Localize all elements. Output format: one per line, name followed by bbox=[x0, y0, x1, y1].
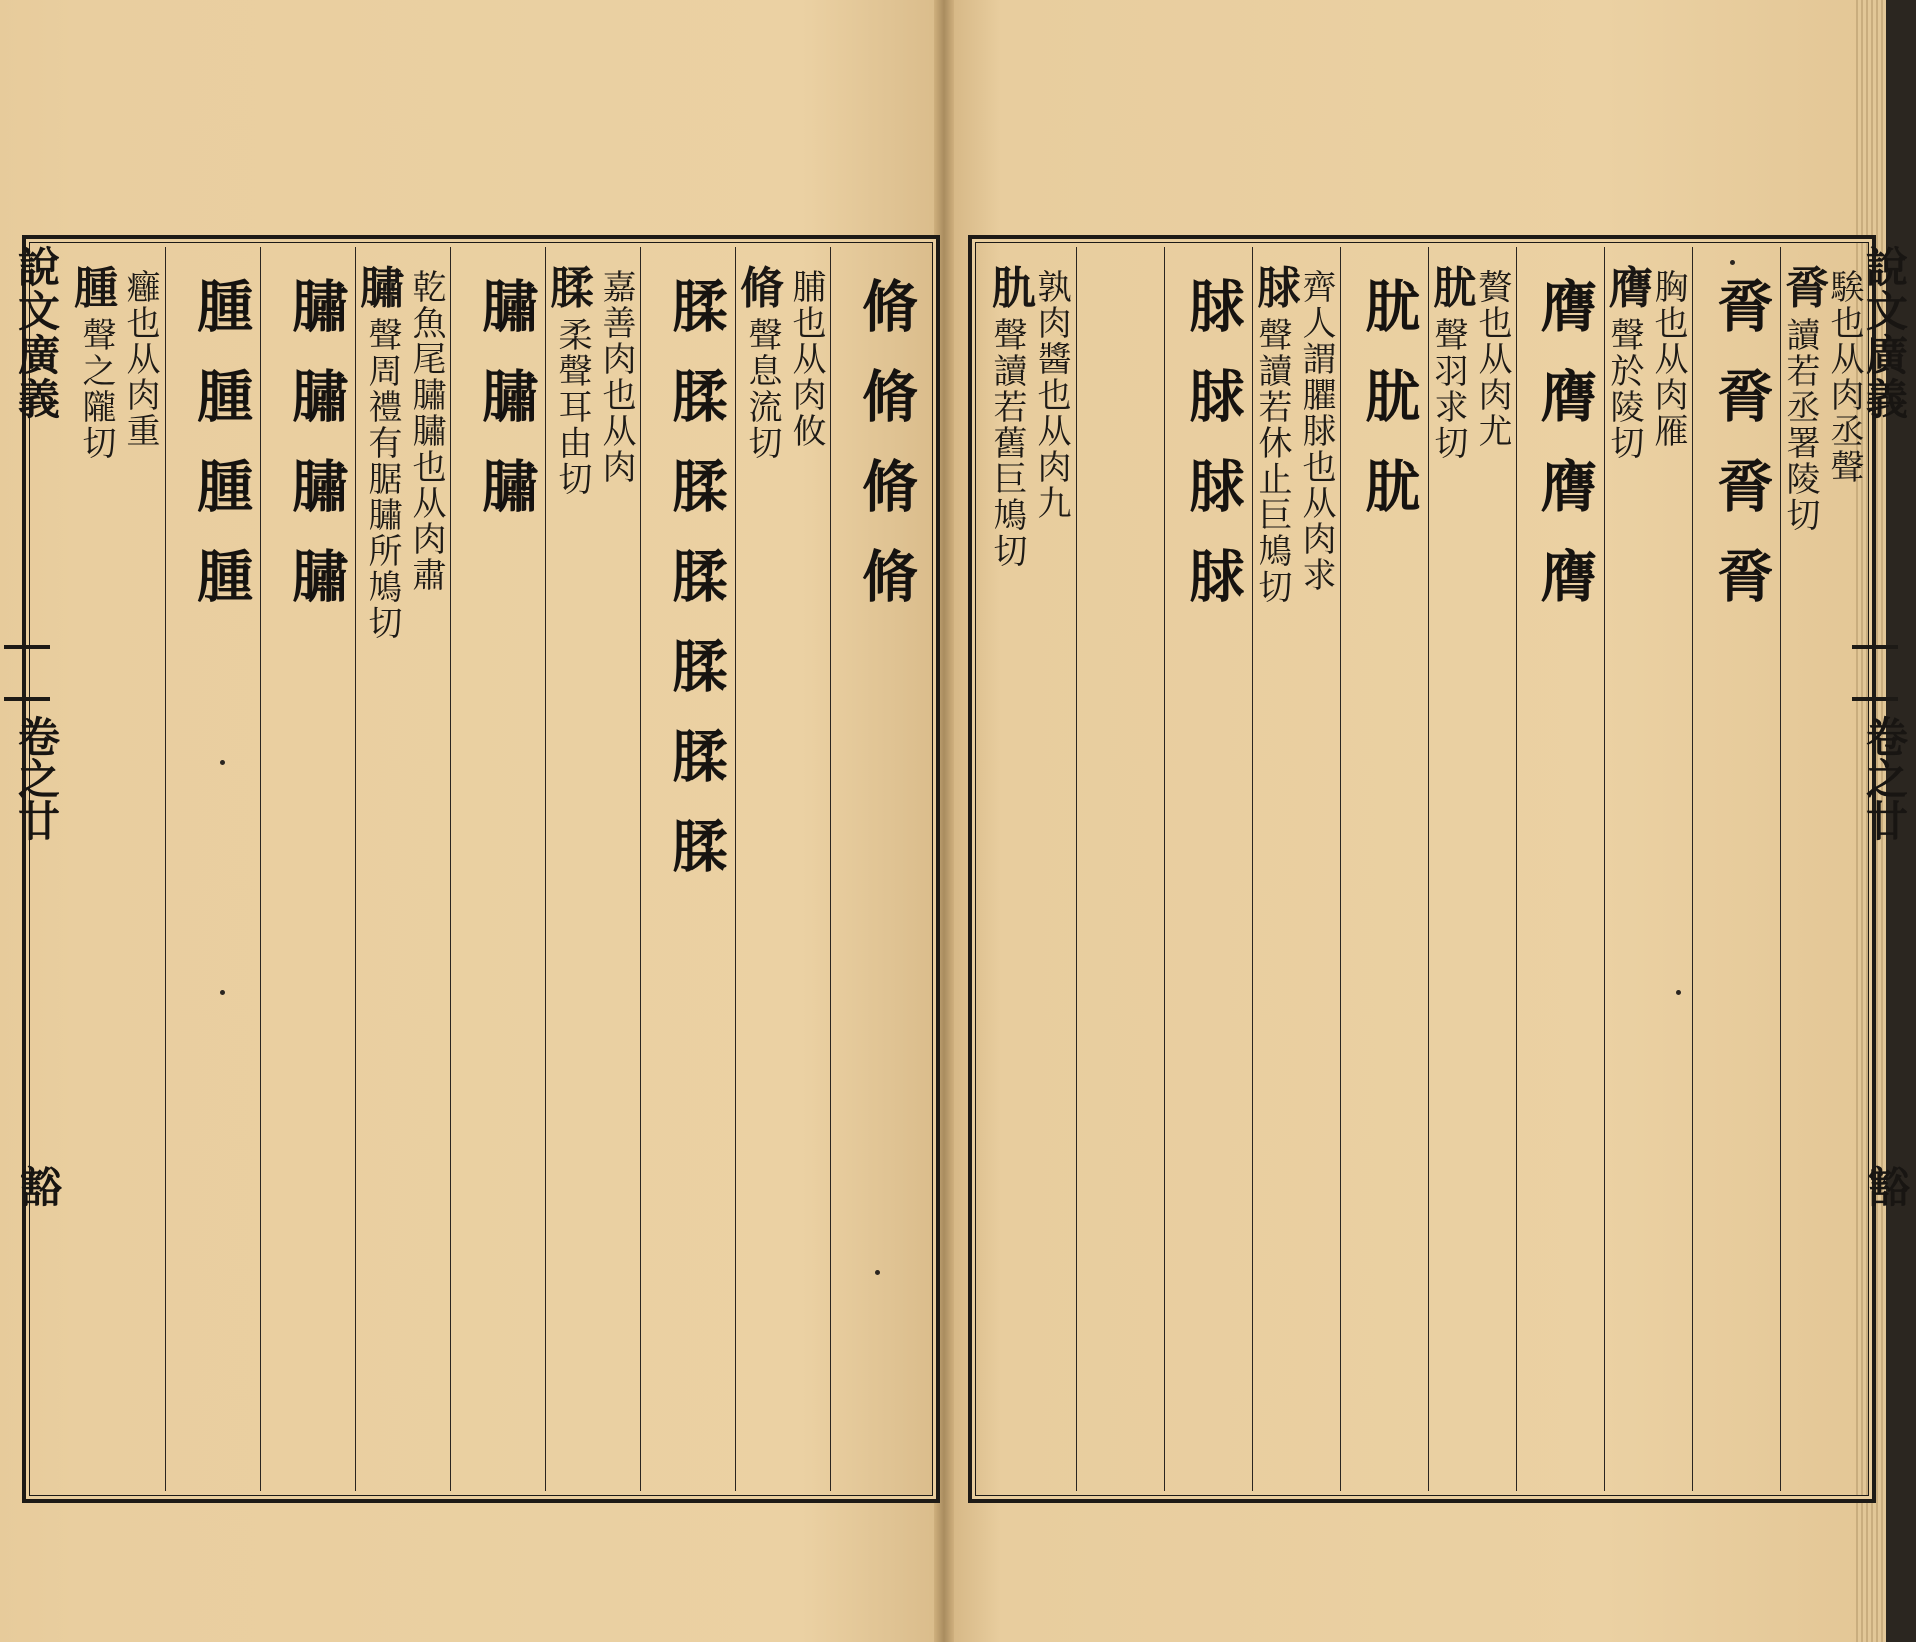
text-column bbox=[830, 247, 926, 1491]
text-column bbox=[1604, 247, 1693, 1491]
seal-script-glyphs: 腬腬腬腬腬腬腬 bbox=[663, 277, 729, 907]
entry-headword: 腫 bbox=[74, 263, 118, 314]
entry-headword: 䐹 bbox=[360, 263, 404, 314]
page-label: 豁 bbox=[1862, 1165, 1911, 1207]
entry-gloss-line: 贅也从肉尤 bbox=[1472, 269, 1512, 449]
entry-gloss-line: 聲於陵切 bbox=[1604, 317, 1644, 461]
entry-gloss-line: 孰肉醬也从肉九 bbox=[1031, 269, 1071, 521]
seal-script-glyphs: 脩脩脩脩 bbox=[853, 277, 919, 637]
entry-headword: 脩 bbox=[740, 263, 784, 314]
text-column bbox=[640, 247, 736, 1491]
entry-gloss-line: 聲讀若舊巨鳩切 bbox=[987, 317, 1027, 569]
text-column bbox=[260, 247, 356, 1491]
entry-gloss-line: 嘉善肉也从肉 bbox=[596, 269, 636, 485]
fish-tail-mark bbox=[1852, 645, 1898, 701]
entry-gloss-line: 聲周禮有腒䐹所鳩切 bbox=[362, 317, 402, 641]
text-column bbox=[545, 247, 641, 1491]
entry-gloss-line: 乾魚尾䐹䐹也从肉肅 bbox=[406, 269, 446, 593]
text-column bbox=[1076, 247, 1165, 1491]
print-dot bbox=[220, 990, 225, 995]
volume-label: 卷之廿 bbox=[12, 715, 61, 841]
entry-headword: 肍 bbox=[992, 263, 1036, 314]
entry-headword: 脙 bbox=[1257, 263, 1301, 314]
left-page-band bbox=[0, 235, 63, 1503]
text-column bbox=[1164, 247, 1253, 1491]
entry-headword: 膺 bbox=[1609, 263, 1653, 314]
print-dot bbox=[875, 1270, 880, 1275]
print-dot bbox=[220, 760, 225, 765]
print-dot bbox=[1676, 990, 1681, 995]
entry-gloss-line: 騃也从肉丞聲 bbox=[1824, 269, 1864, 485]
text-column bbox=[1516, 247, 1605, 1491]
volume-label: 卷之廿 bbox=[1860, 715, 1909, 841]
entry-gloss-line: 聲息流切 bbox=[742, 317, 782, 461]
entry-gloss-line: 胸也从肉雁 bbox=[1648, 269, 1688, 449]
text-column bbox=[450, 247, 546, 1491]
entry-gloss-line: 聲讀若休止巨鳩切 bbox=[1252, 317, 1292, 605]
seal-script-glyphs: 膺膺膺膺 bbox=[1532, 277, 1598, 637]
text-column bbox=[1428, 247, 1517, 1491]
text-column bbox=[735, 247, 831, 1491]
entry-headword: 脀 bbox=[1785, 263, 1829, 314]
text-column bbox=[1252, 247, 1341, 1491]
seal-script-glyphs: 脙脙脙脙 bbox=[1180, 277, 1246, 637]
entry-gloss-line: 脯也从肉攸 bbox=[786, 269, 826, 449]
seal-script-glyphs: 腫腫腫腫 bbox=[188, 277, 254, 637]
text-column bbox=[1692, 247, 1781, 1491]
seal-script-glyphs: 䐹䐹䐹䐹 bbox=[283, 277, 349, 637]
fish-tail-mark bbox=[4, 645, 50, 701]
text-column bbox=[1340, 247, 1429, 1491]
entry-gloss-line: 癰也从肉重 bbox=[120, 269, 160, 449]
text-column bbox=[165, 247, 261, 1491]
text-column bbox=[988, 247, 1076, 1491]
right-page-band bbox=[1848, 235, 1911, 1503]
left-text-frame bbox=[22, 235, 940, 1503]
text-column bbox=[355, 247, 451, 1491]
seal-script-glyphs: 肬肬肬 bbox=[1356, 277, 1422, 547]
entry-headword: 肬 bbox=[1433, 263, 1477, 314]
entry-gloss-line: 齊人謂臞脙也从肉求 bbox=[1296, 269, 1336, 593]
book-title: 說文廣義 bbox=[1860, 245, 1909, 421]
entry-headword: 腬 bbox=[550, 263, 594, 314]
entry-gloss-line: 聲羽求切 bbox=[1428, 317, 1468, 461]
print-dot bbox=[1730, 260, 1735, 265]
page-label: 豁 bbox=[14, 1165, 63, 1207]
entry-gloss-line: 讀若丞署陵切 bbox=[1780, 317, 1820, 533]
book-title: 說文廣義 bbox=[12, 245, 61, 421]
entry-gloss-line: 柔聲耳由切 bbox=[552, 317, 592, 497]
seal-script-glyphs: 脀脀脀脀 bbox=[1708, 277, 1774, 637]
entry-gloss-line: 聲之隴切 bbox=[76, 317, 116, 461]
right-text-frame bbox=[968, 235, 1876, 1503]
text-column bbox=[70, 247, 165, 1491]
seal-script-glyphs: 䐹䐹䐹 bbox=[473, 277, 539, 547]
